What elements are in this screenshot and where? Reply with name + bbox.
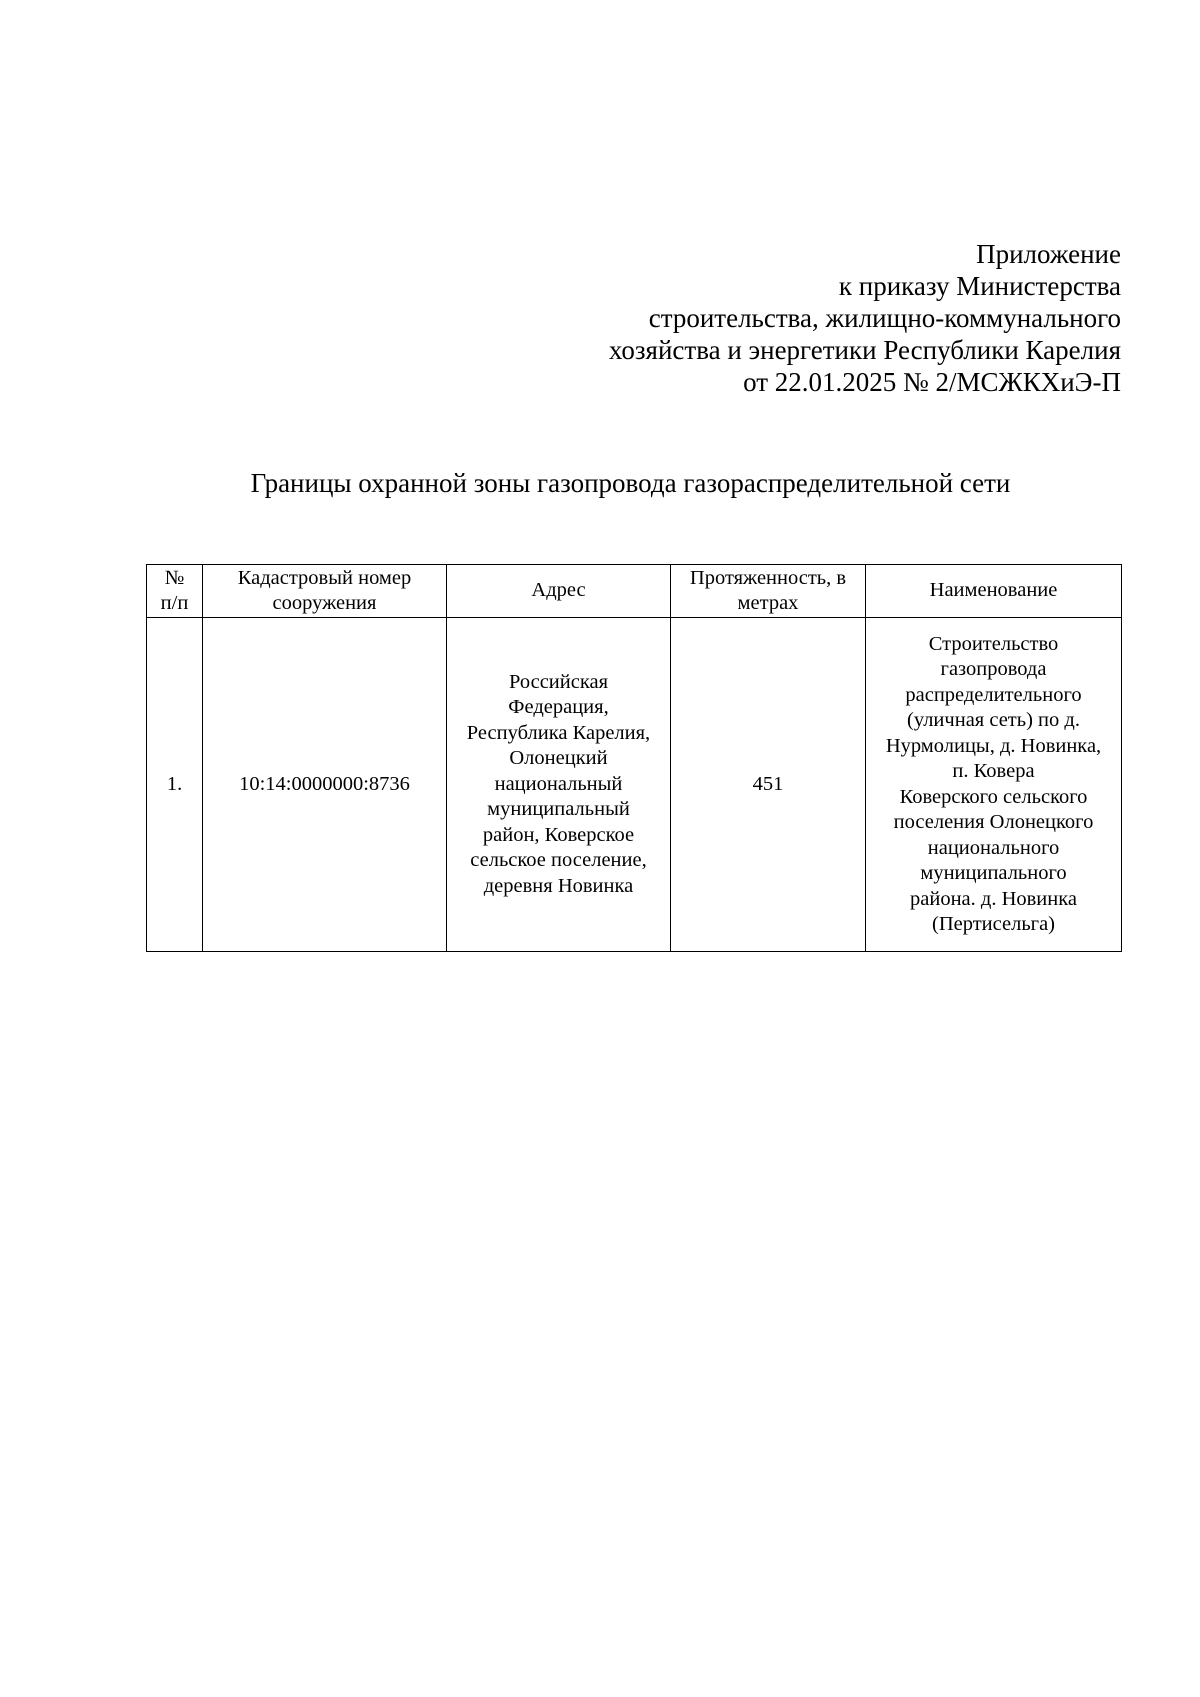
document-title: Границы охранной зоны газопровода газораспределительной сети — [250, 468, 1011, 498]
name-line: (уличная сеть) по д. — [907, 709, 1080, 731]
header-line: Протяженность, в — [689, 566, 847, 589]
header-name — [866, 565, 1122, 618]
address-line: муниципальный — [487, 798, 630, 821]
header-line: метрах — [737, 592, 799, 614]
address-line: национальный — [494, 772, 623, 795]
appendix-line: хозяйства и энергетики Республики Карелия — [608, 335, 1121, 365]
address-line: Российская — [508, 670, 609, 693]
header-line: Адрес — [531, 579, 586, 602]
address-line: район, Коверское — [482, 823, 635, 846]
table-header-row — [147, 565, 1122, 618]
header-address — [447, 565, 671, 618]
cell-length: 451 — [671, 618, 866, 952]
name-line: Строительство — [928, 632, 1059, 655]
header-line: п/п — [160, 592, 189, 614]
address-line: Республика Карелия, — [466, 721, 651, 744]
appendix-header — [421, 238, 1121, 398]
name-line: распределительного — [905, 683, 1082, 706]
header-length — [671, 565, 866, 618]
name-line: поселения Олонецкого — [893, 811, 1094, 833]
header-line: Кадастровый номер — [237, 566, 412, 589]
name-line: п. Ковера — [952, 760, 1035, 782]
name-line: Коверского сельского — [899, 785, 1088, 808]
name-line: муниципального — [920, 862, 1067, 884]
name-line: района. д. Новинка — [910, 887, 1077, 910]
name-line: национального — [927, 836, 1060, 859]
cell-cadastral-number: 10:14:0000000:8736 — [203, 618, 447, 952]
appendix-line: от 22.01.2025 № 2/МСЖКХиЭ-П — [743, 367, 1121, 397]
cell-name — [866, 618, 1122, 952]
appendix-line: Приложение — [976, 239, 1121, 269]
address-line: Федерация, — [508, 696, 609, 719]
name-line: Нурмолицы, д. Новинка, — [885, 734, 1102, 757]
cell-number: 1. — [147, 618, 203, 952]
cell-address — [447, 618, 671, 952]
header-line: Наименование — [929, 579, 1058, 602]
header-number — [147, 565, 203, 618]
name-line: (Пертисельга) — [932, 913, 1055, 935]
header-line: сооружения — [272, 592, 377, 614]
address-line: Олонецкий — [509, 747, 608, 770]
appendix-line: к приказу Министерства — [838, 271, 1121, 301]
table-row — [147, 618, 1122, 952]
header-cadastral-number — [203, 565, 447, 618]
appendix-line: строительства, жилищно-коммунального — [648, 303, 1121, 333]
address-line: деревня Новинка — [483, 874, 634, 897]
protection-zone-table — [146, 564, 1122, 952]
address-line: сельское поселение, — [470, 849, 647, 872]
header-line: № — [164, 566, 185, 589]
name-line: газопровода — [940, 658, 1047, 680]
